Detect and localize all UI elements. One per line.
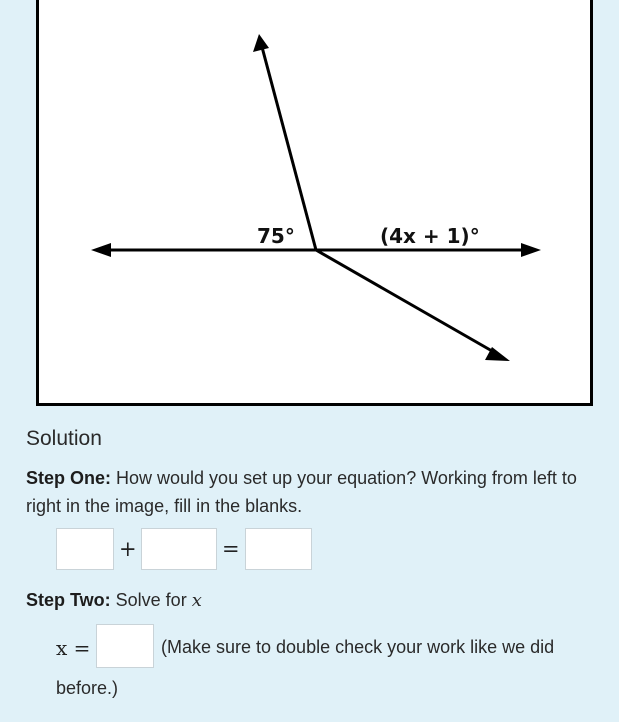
step-two-instruction: Solve for (110, 590, 192, 610)
upper-ray (262, 47, 316, 250)
step-one-label: Step One: (26, 468, 112, 488)
step-one-question: How would you set up your equation? Working from left to right in the image, fill in the blanks. (26, 468, 577, 516)
right-arrowhead (521, 243, 541, 257)
angle-4x-plus-1-label: (4x + 1)° (380, 224, 480, 248)
angle-diagram (39, 0, 590, 403)
step-two-label: Step Two: (26, 590, 111, 610)
upper-ray-arrowhead (253, 34, 269, 52)
lower-ray (316, 250, 499, 355)
left-arrowhead (91, 243, 111, 257)
step-two-variable: x (191, 590, 202, 611)
step-one-text (26, 464, 596, 520)
angle-figure (36, 0, 593, 406)
double-check-note-continued: before.) (56, 678, 119, 698)
blank-1-input[interactable] (56, 528, 114, 570)
blank-3-input[interactable] (245, 528, 312, 570)
step-two-text (26, 590, 202, 611)
blank-2-input[interactable] (141, 528, 217, 570)
solution-heading: Solution (26, 427, 102, 450)
plus-sign: + (119, 537, 137, 561)
x-answer-input[interactable] (96, 624, 154, 668)
equals-sign: = (222, 537, 240, 561)
x-equals-label: x = (56, 636, 91, 660)
double-check-note: (Make sure to double check your work like we did (161, 637, 555, 657)
angle-75-label: 75° (257, 224, 295, 248)
